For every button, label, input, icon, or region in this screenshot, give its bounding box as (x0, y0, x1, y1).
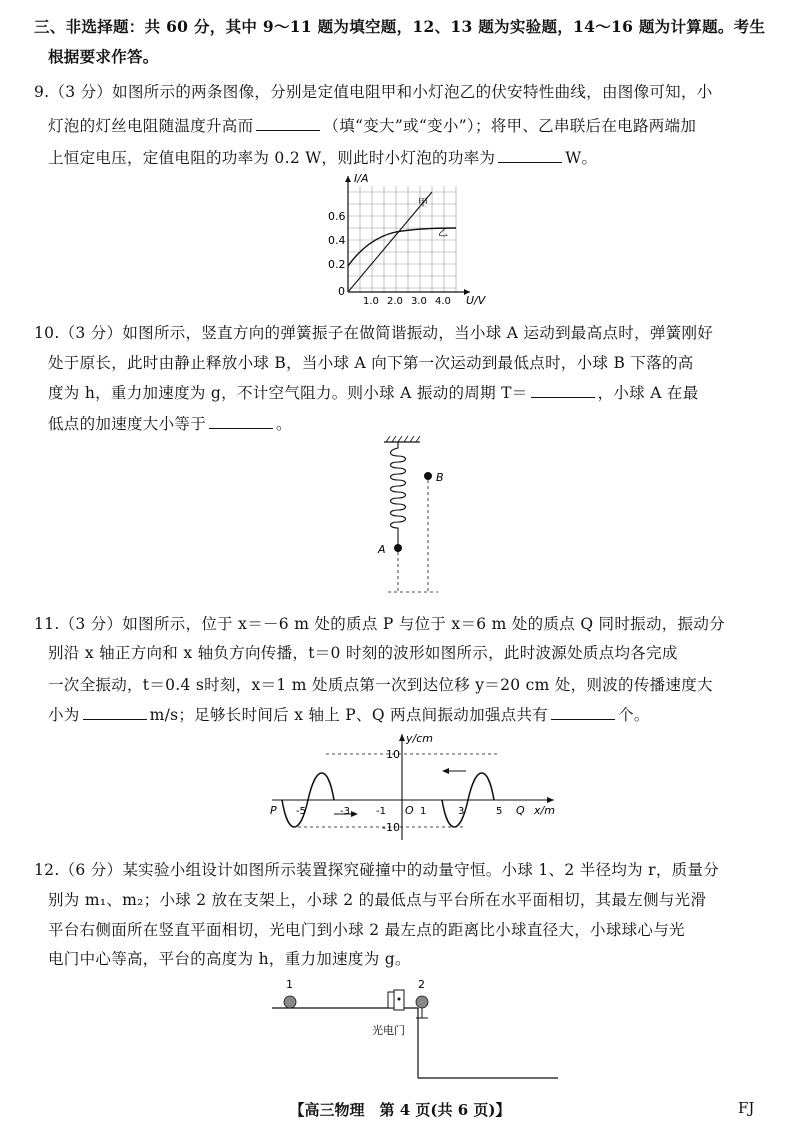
q10-line-1: 10.（3 分）如图所示，竖直方向的弹簧振子在做简谐振动，当小球 A 运动到最高点时，弹簧刚好 (34, 324, 714, 342)
x-tick: 5 (496, 806, 503, 817)
x-axis-label: U/V (466, 294, 486, 307)
ball-1 (284, 996, 296, 1008)
x-tick: -1 (376, 806, 386, 817)
label-b: B (436, 471, 444, 484)
origin-label: 0 (338, 285, 345, 298)
q12-line-3: 平台右侧面所在竖直平面相切，光电门到小球 2 最左点的距离比小球直径大，小球球心与光 (48, 921, 685, 939)
x-tick: 3 (458, 806, 465, 817)
arrow-left (442, 768, 449, 774)
page-code: FJ (738, 1099, 755, 1117)
y-min-label: -10 (382, 821, 400, 834)
section-heading-line-1: 三、非选择题：共 60 分，其中 9～11 题为填空题，12、13 题为实验题，14～16 题为计算题。考生 (34, 17, 766, 36)
x-axis-arrow (547, 797, 554, 803)
q10-line-2: 处于原长，此时由静止释放小球 B，当小球 A 向下第一次运动到最低点时，小球 B 下落的高 (48, 354, 694, 372)
q11-text: m/s；足够长时间后 x 轴上 P、Q 两点间振动加强点共有 (149, 706, 549, 724)
section-heading-line-2: 根据要求作答。 (48, 47, 159, 66)
ball-2 (416, 996, 428, 1008)
q9-text: 上恒定电压，定值电阻的功率为 0.2 W，则此时小灯泡的功率为 (48, 149, 496, 167)
q9-line-2 (48, 113, 696, 139)
label-ball-2: 2 (418, 978, 425, 991)
q10-text: ，小球 A 在最 (597, 384, 699, 402)
q12-line-2: 别为 m₁、m₂；小球 2 放在支架上，小球 2 的最低点与平台所在水平面相切，其最左侧与光滑 (48, 891, 707, 909)
x-tick: -5 (296, 806, 306, 817)
q9-text: 灯泡的灯丝电阻随温度升高而 (48, 117, 254, 135)
q12-apparatus (262, 978, 562, 1082)
q11-line-4 (48, 702, 650, 728)
q10-text: 。 (276, 415, 292, 433)
x-tick: 2.0 (387, 296, 403, 307)
q9-iv-graph (318, 170, 498, 310)
q9-line-3 (48, 145, 597, 171)
ball-b (424, 472, 432, 480)
q11-wave-graph (262, 728, 562, 844)
y-axis-arrow (345, 176, 351, 182)
q11-line-3: 一次全振动，t＝0.4 s时刻，x＝1 m 处质点第一次到达位移 y＝20 cm 处，则波的传播速度大 (48, 676, 713, 694)
y-tick: 0.6 (328, 210, 346, 223)
x-tick: -3 (340, 806, 350, 817)
page-footer: 【高三物理 第 4 页(共 6 页)】 (289, 1101, 511, 1119)
q9-line-1: 9.（3 分）如图所示的两条图像，分别是定值电阻甲和小灯泡乙的伏安特性曲线，由图像可知，小 (34, 83, 713, 101)
q9-blank-1[interactable] (256, 115, 320, 131)
q10-text: 度为 h，重力加速度为 g，不计空气阻力。则小球 A 振动的周期 T＝ (48, 384, 528, 402)
origin-label: O (405, 804, 414, 817)
q10-blank-1[interactable] (531, 382, 595, 398)
y-axis-label: y/cm (406, 732, 433, 745)
x-tick: 1.0 (363, 296, 379, 307)
x-axis-label: x/m (534, 804, 555, 817)
q9-text: W。 (565, 149, 598, 167)
label-jia: 甲 (418, 198, 428, 209)
q12-line-4: 电门中心等高，平台的高度为 h，重力加速度为 g。 (48, 950, 411, 968)
q9-text: （填“变大”或“变小”）；将甲、乙串联后在电路两端加 (323, 117, 697, 135)
q11-line-2: 别沿 x 轴正方向和 x 轴负方向传播，t＝0 时刻的波形如图所示，此时波源处质点均各完成 (48, 644, 678, 662)
x-tick: 1 (420, 806, 427, 817)
spring (391, 442, 406, 546)
y-tick: 0.4 (328, 234, 346, 247)
q10-blank-2[interactable] (209, 413, 273, 429)
label-ball-1: 1 (286, 978, 293, 991)
label-q: Q (516, 804, 525, 817)
label-yi: 乙 (438, 228, 448, 239)
q11-blank-1[interactable] (83, 704, 147, 720)
q11-text: 小为 (48, 706, 80, 724)
q9-blank-2[interactable] (498, 147, 562, 163)
q10-text: 低点的加速度大小等于 (48, 415, 207, 433)
q11-line-1: 11.（3 分）如图所示，位于 x＝－6 m 处的质点 P 与位于 x＝6 m 处的质点 Q 同时振动，振动分 (34, 615, 725, 633)
q10-spring-figure (366, 434, 456, 600)
y-tick: 0.2 (328, 258, 346, 271)
label-p: P (270, 804, 277, 817)
ball-a (394, 544, 402, 552)
q10-line-4 (48, 411, 292, 437)
y-max-label: 10 (386, 748, 400, 761)
q12-line-1: 12.（6 分）某实验小组设计如图所示装置探究碰撞中的动量守恒。小球 1、2 半径均为 r，质量分 (34, 861, 720, 879)
x-tick: 3.0 (411, 296, 427, 307)
y-axis-label: I/A (354, 172, 369, 185)
q10-line-3 (48, 380, 699, 406)
q11-text: 个。 (618, 706, 650, 724)
label-photogate: 光电门 (372, 1024, 405, 1037)
x-tick: 4.0 (435, 296, 451, 307)
label-a: A (378, 543, 386, 556)
arrow-right (351, 811, 358, 817)
y-axis-arrow (399, 734, 405, 741)
q11-blank-2[interactable] (551, 704, 615, 720)
